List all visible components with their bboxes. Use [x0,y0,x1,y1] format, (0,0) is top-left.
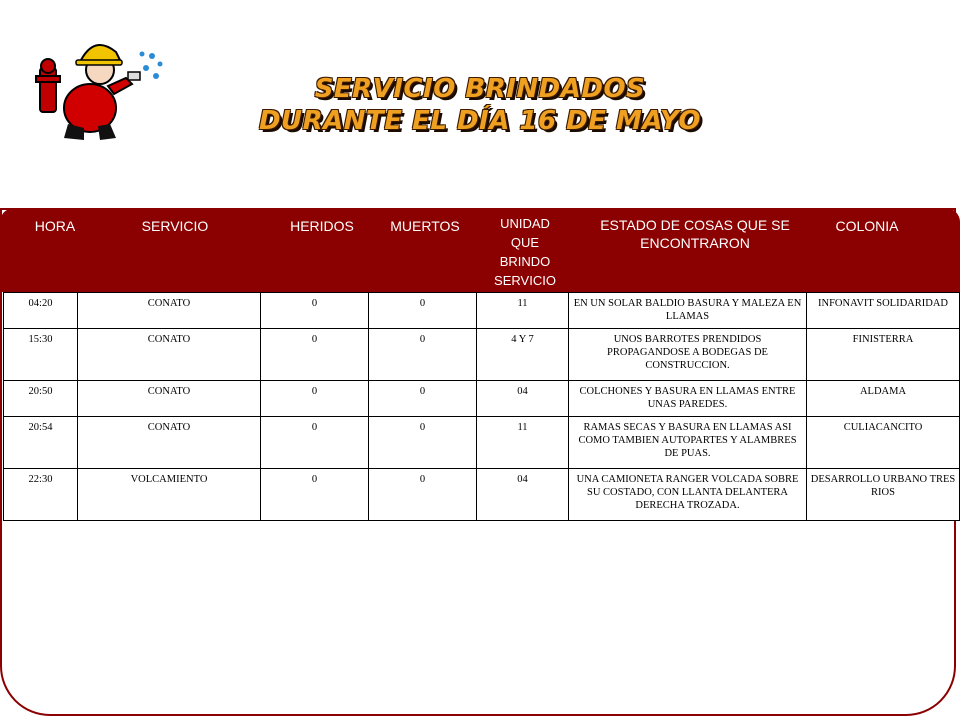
table-row [4,293,960,329]
cell-muertos: 0 [369,329,477,381]
header-hora: HORA [34,218,76,234]
cell-heridos: 0 [261,417,369,469]
cell-colonia: INFONAVIT SOLIDARIDAD [807,293,960,329]
header-muertos: MUERTOS [390,218,460,234]
cell-colonia: CULIACANCITO [807,417,960,469]
cell-servicio: CONATO [78,381,261,417]
header-estado: ESTADO DE COSAS QUE SE ENCONTRARON [600,217,790,251]
cell-hora: 20:50 [4,381,78,417]
cell-estado: UNOS BARROTES PRENDIDOS PROPAGANDOSE A BODEGAS DE CONSTRUCCION. [569,329,807,381]
cell-estado: UNA CAMIONETA RANGER VOLCADA SOBRE SU COSTADO, CON LLANTA DELANTERA DERECHA TROZADA. [569,469,807,521]
cell-heridos: 0 [261,381,369,417]
table-row [4,329,960,381]
page-title-line2: DURANTE EL DÍA 16 DE MAYO [258,106,702,136]
cell-estado: EN UN SOLAR BALDIO BASURA Y MALEZA EN LLAMAS [569,293,807,329]
firefighter-mascot-icon [28,28,168,148]
header-unidad: UNIDAD QUE BRINDO SERVICIO [494,216,556,288]
cell-colonia: FINISTERRA [807,329,960,381]
cell-muertos: 0 [369,417,477,469]
cell-hora: 15:30 [4,329,78,381]
cell-hora: 04:20 [4,293,78,329]
cell-heridos: 0 [261,469,369,521]
cell-heridos: 0 [261,293,369,329]
cell-unidad: 04 [477,381,569,417]
header-heridos: HERIDOS [290,218,354,234]
table-row [4,381,960,417]
cell-servicio: CONATO [78,329,261,381]
header-servicio: SERVICIO [141,218,209,234]
cell-muertos: 0 [369,293,477,329]
table-row [4,417,960,469]
cell-muertos: 0 [369,469,477,521]
cell-colonia: ALDAMA [807,381,960,417]
cell-estado: RAMAS SECAS Y BASURA EN LLAMAS ASI COMO TAMBIEN AUTOPARTES Y ALAMBRES DE PUAS. [569,417,807,469]
cell-servicio: CONATO [78,293,261,329]
services-table [3,292,960,521]
cell-unidad: 04 [477,469,569,521]
table-row [4,469,960,521]
cell-hora: 20:54 [4,417,78,469]
header-colonia: COLONIA [835,218,899,234]
cell-unidad: 4 Y 7 [477,329,569,381]
cell-heridos: 0 [261,329,369,381]
cell-servicio: VOLCAMIENTO [78,469,261,521]
cell-unidad: 11 [477,417,569,469]
page-title-line1: SERVICIO BRINDADOS [314,74,646,104]
cell-hora: 22:30 [4,469,78,521]
cell-estado: COLCHONES Y BASURA EN LLAMAS ENTRE UNAS PAREDES. [569,381,807,417]
table-header-bar [0,208,960,292]
cell-colonia: DESARROLLO URBANO TRES RIOS [807,469,960,521]
cell-muertos: 0 [369,381,477,417]
cell-unidad: 11 [477,293,569,329]
cell-servicio: CONATO [78,417,261,469]
